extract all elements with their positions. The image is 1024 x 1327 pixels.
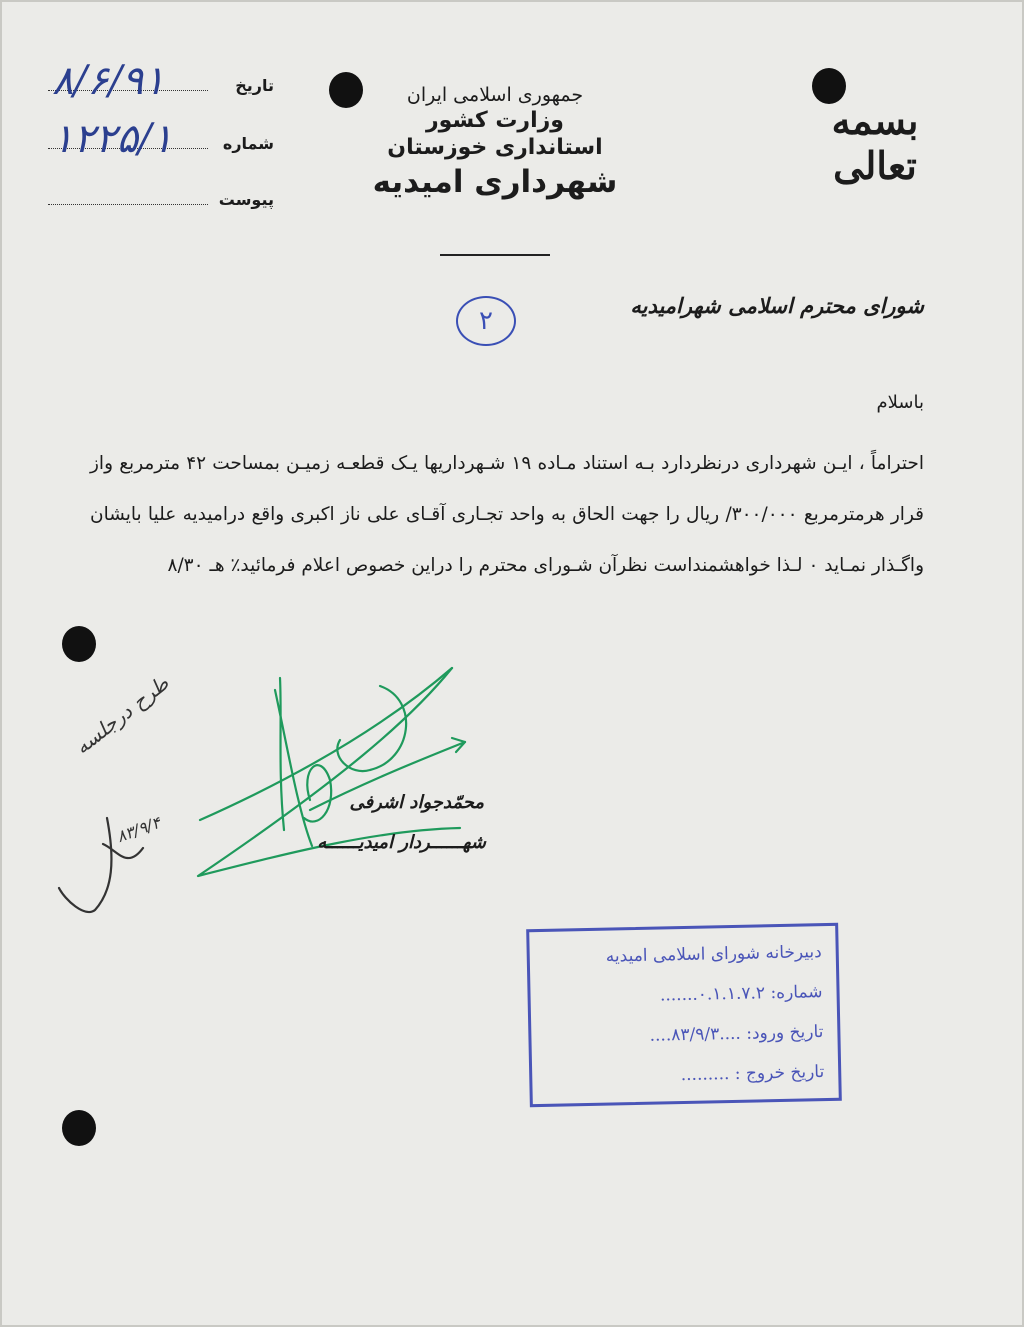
punch-hole-left-bottom: [62, 1110, 96, 1146]
registry-stamp: [526, 923, 842, 1107]
letterhead-divider: [440, 254, 550, 256]
date-row: [44, 58, 274, 104]
greeting: باسلام: [876, 392, 924, 413]
attachment-row: [44, 186, 274, 216]
number-row: [44, 116, 274, 162]
letterhead-ministry: وزارت کشور: [426, 108, 564, 133]
margin-note-scribble: [55, 800, 155, 920]
recipient: شورای محترم اسلامی شهرامیدیه: [630, 294, 924, 318]
stamp-number: شماره: ۰.۱.۱.۷.۲.......: [659, 982, 823, 1006]
attachment-label: پیوست: [218, 190, 274, 209]
stamp-entry-date: تاریخ ورود: ....۸۳/۹/۳....: [649, 1022, 824, 1046]
circled-page-number: ۲: [456, 296, 516, 346]
number-label: شماره: [222, 134, 274, 153]
margin-note-date: ۸۳/۹/۴: [114, 812, 164, 847]
margin-note-text: طرح درجلسه: [70, 670, 174, 759]
basmala: بسمه تعالی: [831, 98, 919, 188]
stamp-exit-date: تاریخ خروج : .........: [680, 1062, 825, 1086]
letter-body: احتراماً ، ایـن شهرداری درنظردارد بـه استناد مـاده ۱۹ شـهرداریها یـک قطعـه زمیـن بمساحت ۴۲ مترمربع واز قرار هرمترمربع ۳۰۰/۰۰۰/ ریال را جهت الحاق به واحد تجـاری آقـای علی ناز اکبری واقع درامیدیه علیا بایشان واگـذار نمـاید ۰ لـذا خواهشمنداست نظرآن شـورای محترم را دراین خصوص اعلام فرمائید٪ هـ ۸/۳۰: [90, 453, 924, 576]
letterhead-country: جمهوری اسلامی ایران: [406, 84, 584, 106]
stamp-office: دبیرخانه شورای اسلامی امیدیه: [605, 942, 822, 967]
punch-hole-left-middle: [62, 626, 96, 662]
attachment-line: [48, 204, 208, 205]
letterhead: [330, 84, 660, 200]
letterhead-governorate: استانداری خوزستان: [387, 135, 603, 160]
signer-title: شهــــــردار امیدیــــــه: [317, 832, 486, 853]
date-value: ۸/۶/۹۱: [52, 58, 165, 104]
letterhead-municipality: شهرداری امیدیه: [372, 164, 618, 200]
signature-scribble: [180, 660, 480, 890]
date-label: تاریخ: [235, 76, 274, 95]
signer-name: محمّدجواد اشرفی: [349, 792, 484, 813]
number-value: ۱۲۲۵/۱: [52, 116, 173, 162]
